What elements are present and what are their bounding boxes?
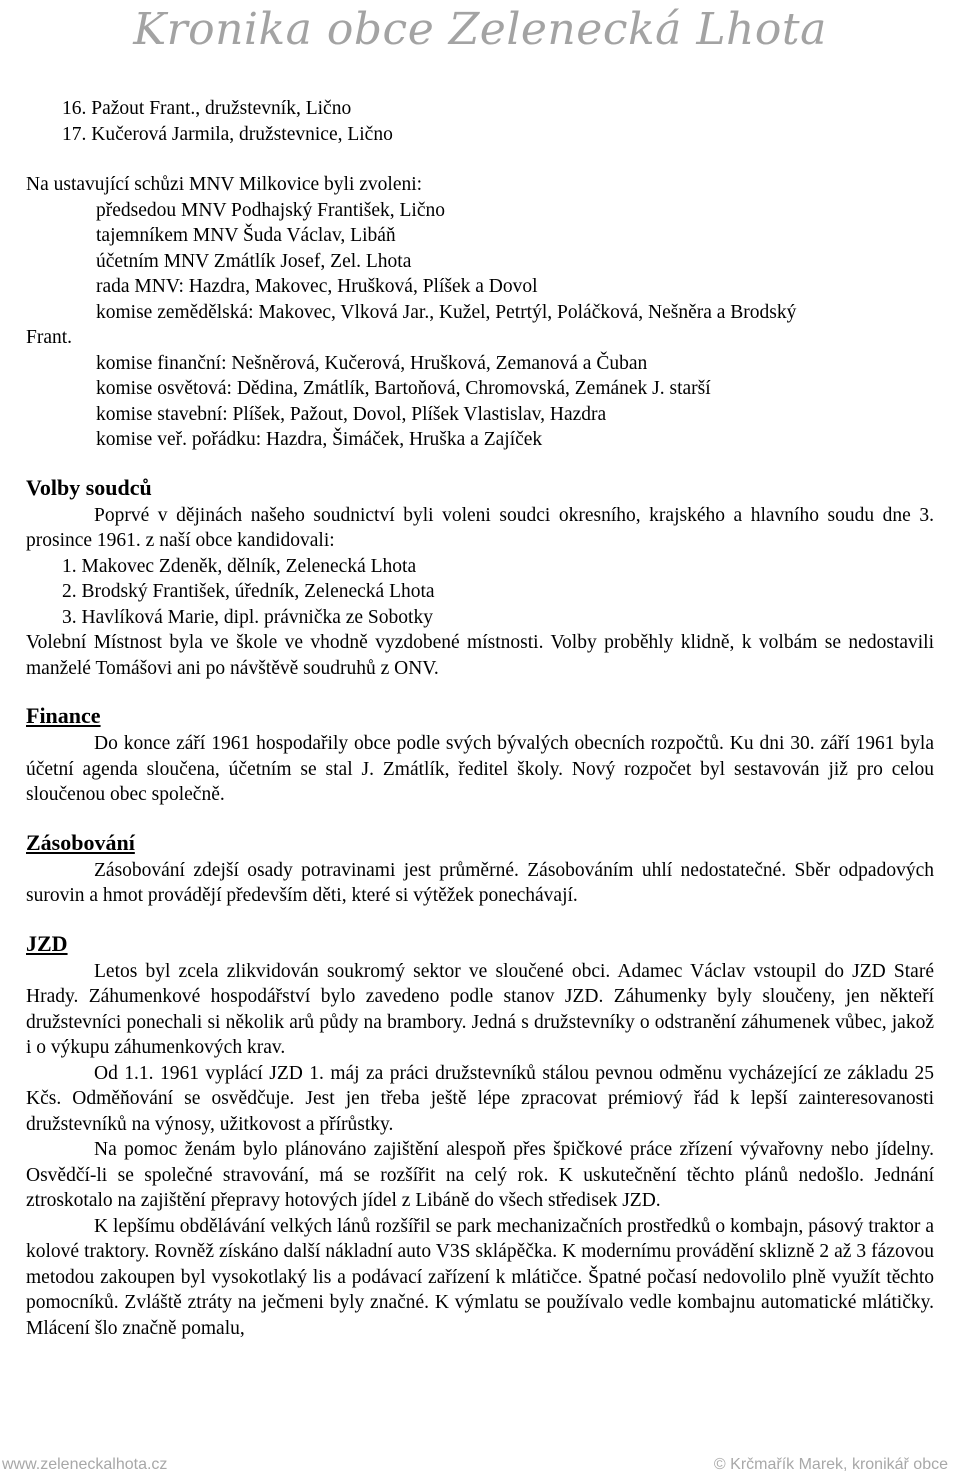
list-item: komise stavební: Plíšek, Pažout, Dovol, Plíšek Vlastislav, Hazdra bbox=[96, 403, 607, 425]
chronicle-title: Kronika obce Zelenecká Lhota bbox=[133, 4, 827, 55]
list-item: 16. Pažout Frant., družstevník, Lično bbox=[62, 98, 352, 119]
list-item: účetním MNV Zmátlík Josef, Zel. Lhota bbox=[96, 250, 412, 272]
paragraph: Na pomoc ženám bylo plánováno zajištění alespoň přes špičkové práce zřízení vývařovny nebo jídelny. Osvědčí-li se společné stravování, má se rozšířit na celý rok. K uskutečnění těchto plánů nedošlo. Jednání ztroskotalo na zajištění přepravy hotových jídel z Libáně do všech středisek JZD. bbox=[26, 1139, 934, 1211]
section-heading-finance: Finance bbox=[26, 703, 101, 728]
list-item: 3. Havlíková Marie, dipl. právnička ze Sobotky bbox=[62, 606, 433, 628]
paragraph: Zásobování zdejší osady potravinami jest průměrné. Zásobováním uhlí nedostatečné. Sběr odpadových surovin a hmot provádějí především děti, které si výtěžek ponechávají. bbox=[26, 859, 934, 906]
list-item-wrap: Frant. bbox=[26, 327, 73, 348]
list-item: komise veř. pořádku: Hazdra, Šimáček, Hruška a Zajíček bbox=[96, 429, 543, 450]
paragraph: K lepšímu obdělávání velkých lánů rozšířil se park mechanizačních prostředků o kombajn, pásový traktor a kolové traktory. Rovněž získáno další nákladní auto V3S sklápěčka. K modernímu provádění sklizně 2 až 3 fázovou metodou zakoupen byl vysokotlaký lis a podávací zařízení k mlátičce. Špatné počasí nedovolilo plně využít těchto pomocníků. Zvláště ztráty na ječmeni byly značné. K výmlatu se používalo vedle kombajnu automatické mlátičky. Mlácení šlo značně pomalu, bbox=[26, 1215, 934, 1339]
section-heading-jzd: JZD bbox=[26, 930, 68, 956]
paragraph: Od 1.1. 1961 vyplácí JZD 1. máj za práci družstevníků stálou pevnou odměnu vycházející ze základu 25 Kčs. Odměňování se osvědčuje. Jest jen třeba ještě lépe zpracovat prémiový řád k lepší zainteresovanosti družstevníků na výnosy, užitkovost a přírůstky. bbox=[26, 1062, 934, 1135]
list-item: rada MNV: Hazdra, Makovec, Hrušková, Plíšek a Dovol bbox=[96, 276, 538, 297]
paragraph: Poprvé v dějinách našeho soudnictví byli voleni soudci okresního, krajského a hlavního soudu dne 3. prosince 1961. z naší obce kandidovali: bbox=[26, 504, 934, 551]
list-item: komise osvětová: Dědina, Zmátlík, Bartoňová, Chromovská, Zemánek J. starší bbox=[96, 378, 711, 399]
mnv-intro: Na ustavující schůzi MNV Milkovice byli zvoleni: bbox=[26, 174, 423, 195]
footer-website: www.zeleneckalhota.cz bbox=[2, 1456, 168, 1473]
paragraph: Do konce září 1961 hospodařily obce podle svých bývalých obecních rozpočtů. Ku dni 30. září 1961 byla účetní agenda sloučena, účetním se stal J. Zmátlík, ředitel školy. Nový rozpočet byl sestavován již pro celou sloučenou obec společně. bbox=[26, 733, 934, 805]
section-heading-zasobovani: Zásobování bbox=[26, 829, 135, 855]
list-item: 1. Makovec Zdeněk, dělník, Zelenecká Lhota bbox=[62, 555, 417, 577]
paragraph: Letos byl zcela zlikvidován soukromý sektor ve sloučené obci. Adamec Václav vstoupil do JZD Staré Hrady. Záhumenkové hospodářství bylo zavedeno podle stanov JZD. Záhumenky byly sloučeny, jen někteří družstevníci ponechali si několik arů půdy na brambory. Jedná s družstevníky o odstranění záhumenek vůbec, jakož i o výkupu záhumenkových krav. bbox=[26, 960, 934, 1058]
list-item: předsedou MNV Podhajský František, Lično bbox=[96, 199, 445, 221]
paragraph: Volební Místnost byla ve škole ve vhodně vyzdobené místnosti. Volby proběhly klidně, k volbám se nedostavili manželé Tomášovi ani po návštěvě soudruhů z ONV. bbox=[26, 632, 934, 679]
list-item: 2. Brodský František, úředník, Zelenecká Lhota bbox=[62, 581, 435, 602]
section-heading-volby: Volby soudců bbox=[26, 474, 152, 500]
list-item: tajemníkem MNV Šuda Václav, Libáň bbox=[96, 225, 396, 246]
list-item: komise finanční: Nešněrová, Kučerová, Hrušková, Zemanová a Čuban bbox=[96, 352, 648, 374]
list-item: 17. Kučerová Jarmila, družstevnice, Lično bbox=[62, 123, 393, 145]
footer-author: © Krčmařík Marek, kronikář obce bbox=[713, 1456, 948, 1473]
list-item: komise zemědělská: Makovec, Vlková Jar., Kužel, Petrtýl, Poláčková, Nešněra a Brodský bbox=[96, 301, 797, 323]
page-content bbox=[26, 96, 934, 1341]
